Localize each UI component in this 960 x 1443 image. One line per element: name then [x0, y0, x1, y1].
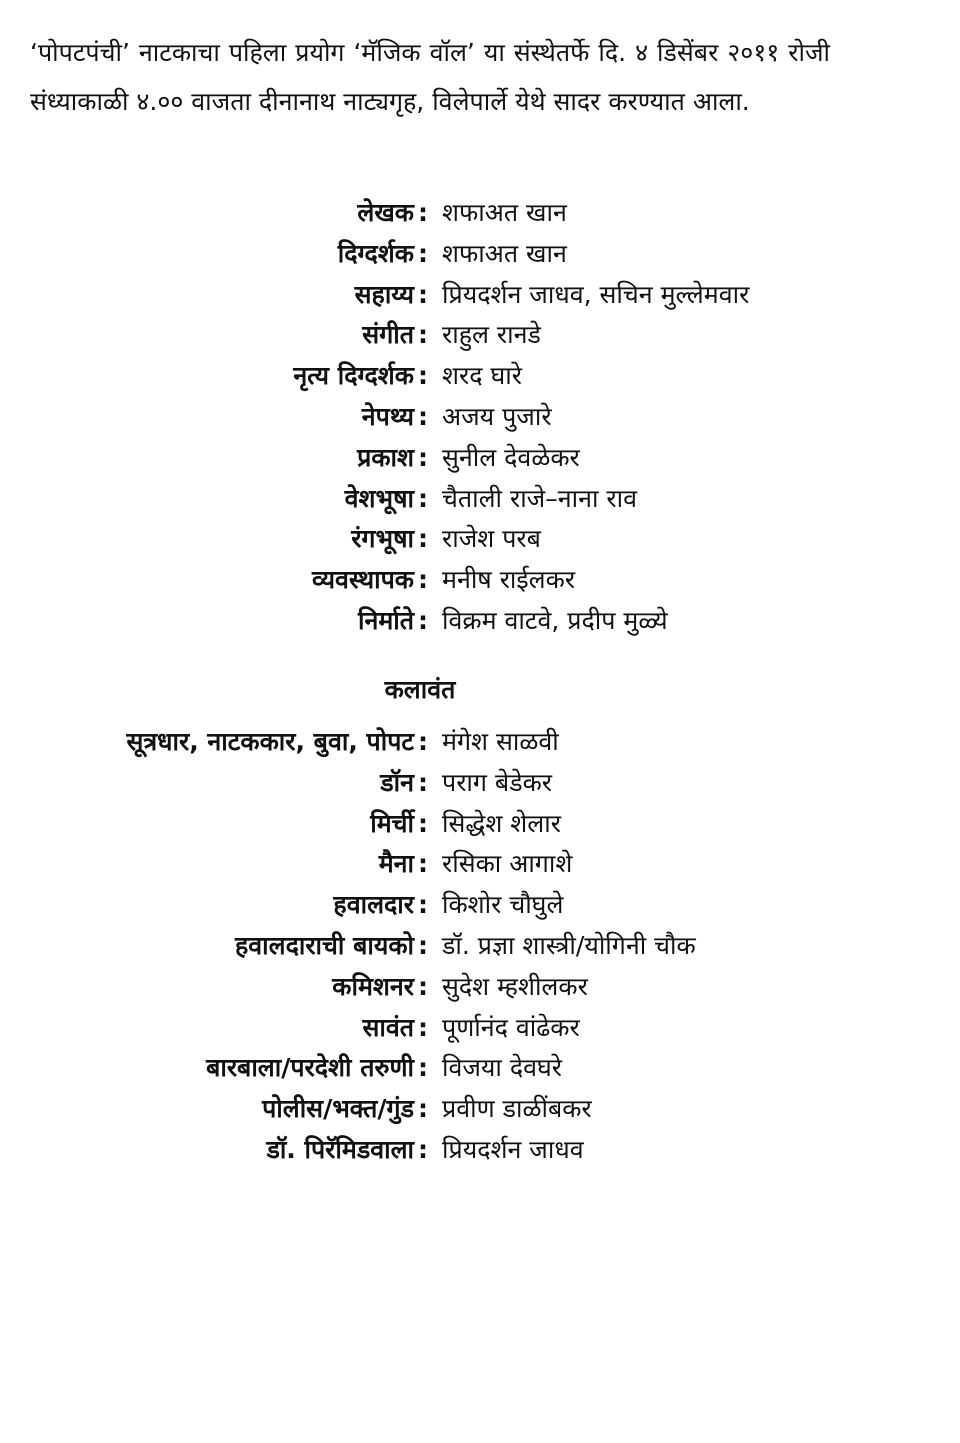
- separator: :: [418, 524, 428, 554]
- crew-role: प्रकाश: [357, 442, 414, 472]
- cast-row: [0, 926, 960, 967]
- separator: :: [418, 849, 428, 879]
- crew-name: राहुल रानडे: [442, 320, 541, 350]
- cast-name: प्रवीण डाळींबकर: [442, 1094, 592, 1124]
- cast-row: [0, 967, 960, 1008]
- cast-role: हवालदाराची बायको: [234, 930, 414, 960]
- separator: :: [418, 238, 428, 268]
- crew-row: [0, 275, 960, 316]
- crew-role: लेखक: [357, 198, 414, 227]
- crew-row: [0, 356, 960, 397]
- cast-role: पोलीस/भक्त/गुंड: [262, 1094, 414, 1124]
- separator: :: [418, 767, 428, 797]
- cast-name: प्रियदर्शन जाधव: [442, 1134, 584, 1164]
- cast-role: कमिशनर: [332, 971, 414, 1001]
- cast-row: [0, 844, 960, 885]
- cast-role: मैना: [378, 849, 414, 879]
- separator: :: [418, 890, 428, 920]
- cast-name: रसिका आगाशे: [442, 849, 573, 879]
- cast-name: विजया देवघरे: [442, 1053, 563, 1083]
- intro-paragraph: ‘पोपटपंची’ नाटकाचा पहिला प्रयोग ‘मॅजिक वॉल’ या संस्थेतर्फे दि. ४ डिसेंबर २०११ रोजी संध्याकाळी ४.०० वाजता दीनानाथ नाट्यगृह, विलेपार्ले येथे सादर करण्यात आला.: [30, 38, 830, 116]
- cast-role: मिर्ची: [370, 808, 414, 838]
- crew-role: नृत्य दिग्दर्शक: [293, 361, 414, 391]
- separator: :: [418, 320, 428, 350]
- crew-row: [0, 479, 960, 520]
- cast-role: हवालदार: [333, 890, 414, 920]
- separator: :: [418, 930, 428, 960]
- crew-name: विक्रम वाटवे, प्रदीप मुळ्ये: [442, 605, 668, 635]
- separator: :: [418, 1094, 428, 1124]
- crew-name: राजेश परब: [442, 524, 541, 554]
- crew-name: मनीष राईलकर: [442, 565, 576, 595]
- cast-credits-list: [0, 722, 960, 1171]
- crew-name: सुनील देवळेकर: [442, 442, 580, 472]
- separator: :: [418, 1012, 428, 1042]
- cast-name: सिद्धेश शेलार: [442, 808, 561, 838]
- crew-row: [0, 234, 960, 275]
- cast-row: [0, 763, 960, 804]
- crew-row: [0, 560, 960, 601]
- crew-name: चैताली राजे–नाना राव: [442, 483, 637, 513]
- crew-row: [0, 193, 960, 234]
- cast-name: पराग बेडेकर: [442, 767, 552, 797]
- crew-row: [0, 315, 960, 356]
- cast-row: [0, 885, 960, 926]
- separator: :: [418, 483, 428, 513]
- crew-row: [0, 438, 960, 479]
- cast-name: डॉ. प्रज्ञा शास्त्री/योगिनी चौक: [442, 930, 696, 960]
- crew-role: व्यवस्थापक: [311, 565, 414, 595]
- crew-role: संगीत: [362, 320, 414, 350]
- cast-name: सुदेश म्हशीलकर: [442, 971, 588, 1001]
- cast-heading: कलावंत: [384, 675, 456, 704]
- separator: :: [418, 808, 428, 838]
- cast-row: [0, 1048, 960, 1089]
- separator: :: [418, 198, 428, 227]
- crew-name: शफाअत खान: [442, 238, 567, 268]
- cast-row: [0, 804, 960, 845]
- crew-role: वेशभूषा: [344, 483, 414, 513]
- crew-role: सहाय्य: [354, 279, 414, 309]
- crew-role: निर्माते: [357, 605, 414, 635]
- crew-role: नेपथ्य: [361, 401, 414, 431]
- cast-name: मंगेश साळवी: [442, 727, 559, 756]
- crew-role: दिग्दर्शक: [337, 238, 414, 268]
- cast-name: पूर्णानंद वांढेकर: [442, 1012, 580, 1042]
- cast-role: डॉ. पिरॅमिडवाला: [266, 1134, 414, 1164]
- cast-role: बारबाला/परदेशी तरुणी: [206, 1053, 414, 1083]
- crew-name: शफाअत खान: [442, 198, 567, 227]
- cast-row: [0, 1130, 960, 1171]
- crew-role: रंगभूषा: [351, 524, 414, 554]
- crew-row: [0, 601, 960, 642]
- cast-row: [0, 1008, 960, 1049]
- separator: :: [418, 971, 428, 1001]
- crew-name: अजय पुजारे: [442, 401, 552, 431]
- separator: :: [418, 361, 428, 391]
- cast-role: सावंत: [362, 1012, 414, 1042]
- separator: :: [418, 401, 428, 431]
- cast-row: [0, 1089, 960, 1130]
- cast-role: डॉन: [380, 767, 414, 797]
- cast-row: [0, 722, 960, 763]
- separator: :: [418, 442, 428, 472]
- cast-role: सूत्रधार, नाटककार, बुवा, पोपट: [126, 727, 414, 756]
- separator: :: [418, 1053, 428, 1083]
- separator: :: [418, 279, 428, 309]
- separator: :: [418, 1134, 428, 1164]
- crew-name: शरद घारे: [442, 361, 522, 391]
- separator: :: [418, 565, 428, 595]
- cast-name: किशोर चौघुले: [442, 890, 564, 920]
- separator: :: [418, 605, 428, 635]
- separator: :: [418, 727, 428, 756]
- crew-row: [0, 519, 960, 560]
- crew-name: प्रियदर्शन जाधव, सचिन मुल्लेमवार: [442, 279, 750, 309]
- crew-credits-list: [0, 193, 960, 642]
- crew-row: [0, 397, 960, 438]
